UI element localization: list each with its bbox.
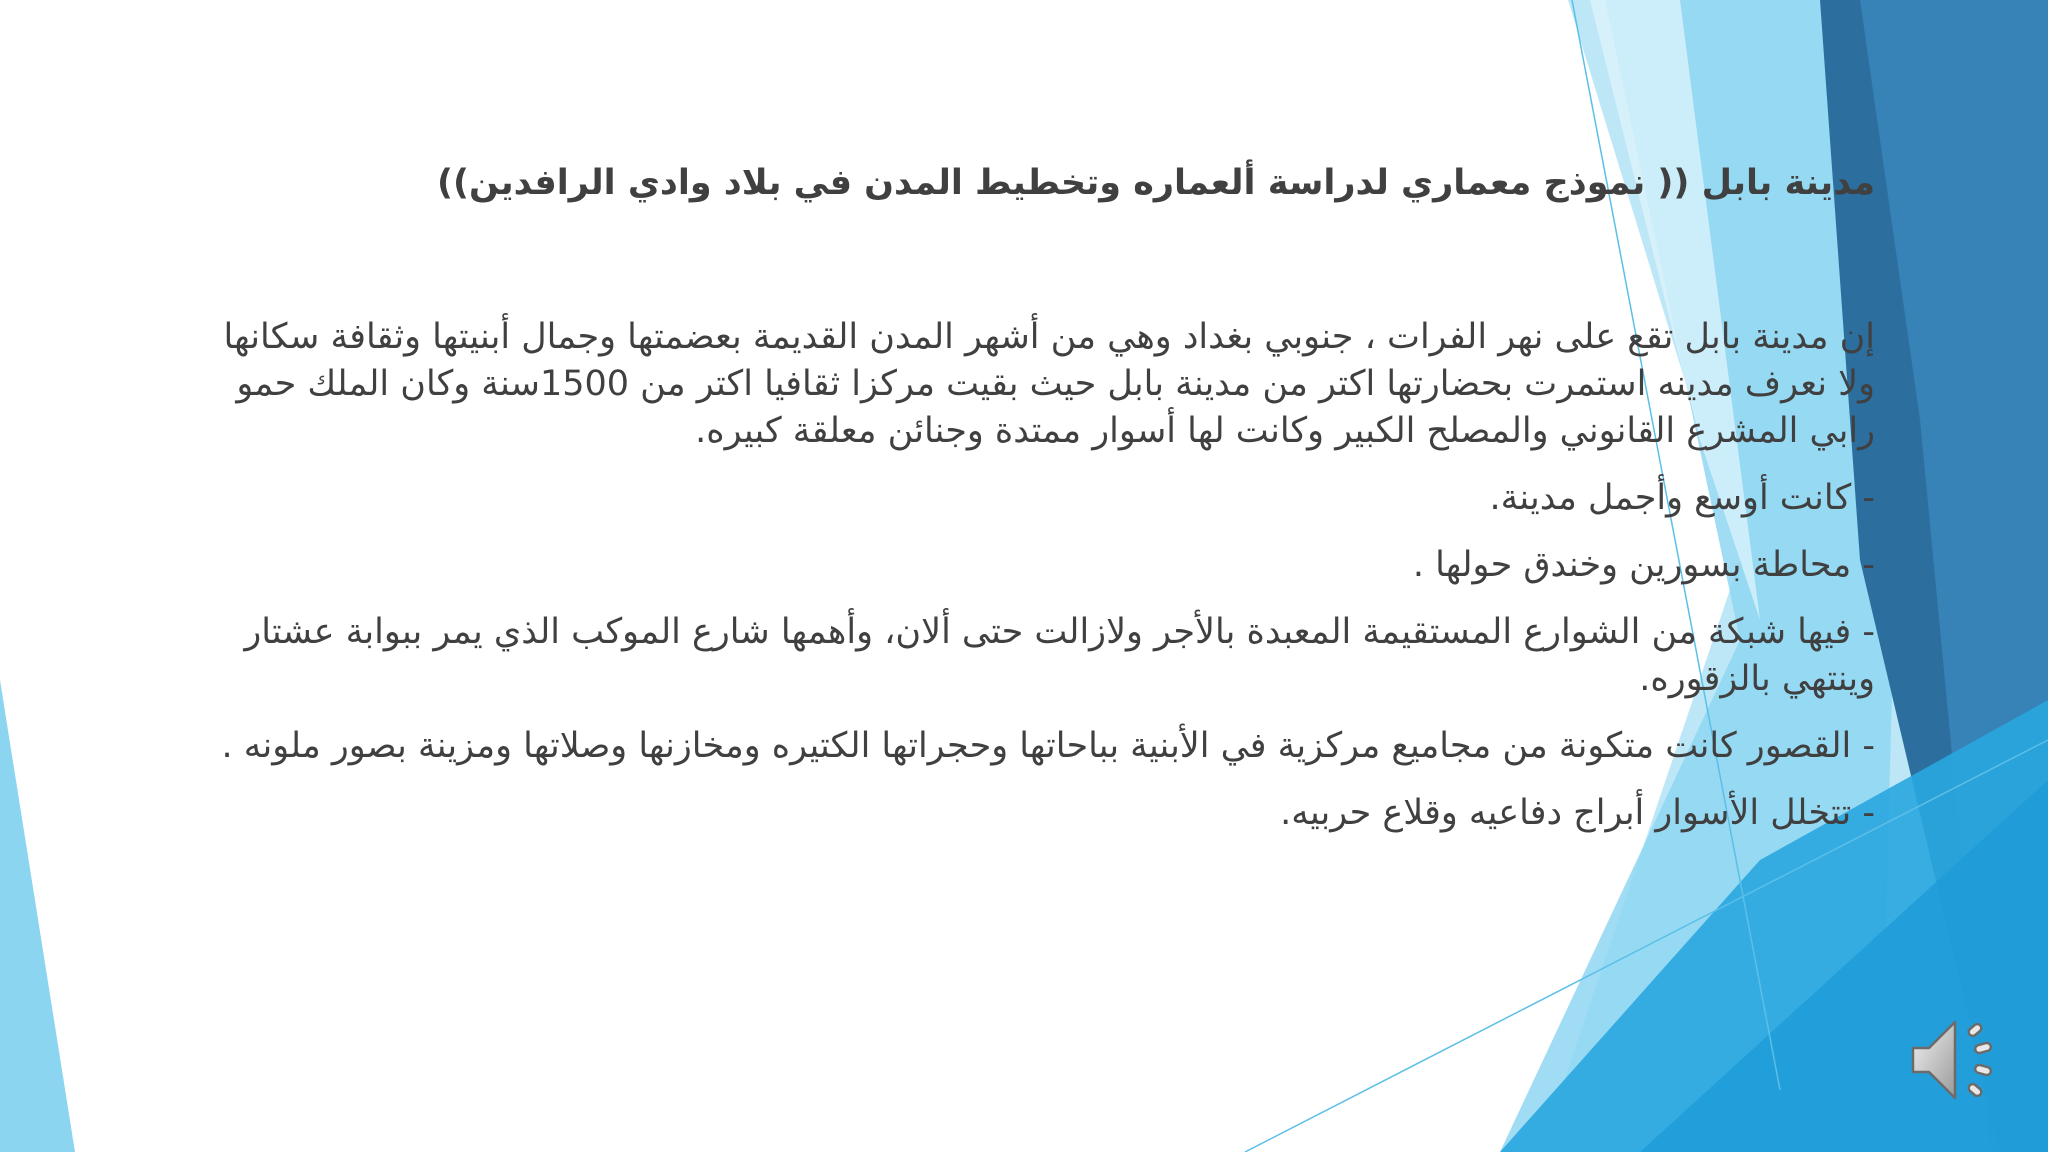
left-accent-shape (0, 680, 75, 1152)
bullet-item: - تتخلل الأسوار أبراج دفاعيه وقلاع حربيه. (1280, 793, 1875, 833)
intro-paragraph: إن مدينة بابل تقع على نهر الفرات ، جنوبي بغداد وهي من أشهر المدن القديمة بعضمتها وجمال أبنيتها وثقافة سكانها ولا نعرف مدينه استمرت بحضارتها اكتر من مدينة بابل حيث بقيت مركزا ثقافيا اكتر من 1500سنة وكان الملك حمو رابي المشرع القانوني والمصلح الكبير وكانت لها أسوار ممتدة وجنائن معلقة كبيره. (223, 317, 1875, 451)
bullet-item: - محاطة بسورين وخندق حولها . (1412, 545, 1875, 585)
slide-content (200, 150, 1875, 837)
bullet-item: - القصور كانت متكونة من مجاميع مركزية في الأبنية بباحاتها وحجراتها الكتيره ومخازنها وصلاتها ومزينة بصور ملونه . (221, 726, 1875, 766)
bullet-item: - كانت أوسع وأجمل مدينة. (1489, 478, 1875, 518)
bullet-item: - فيها شبكة من الشوارع المستقيمة المعبدة بالأجر ولازالت حتى ألان، وأهمها شارع الموكب الذي يمر ببوابة عشتار وينتهي بالزقوره. (244, 612, 1875, 699)
speaker-icon[interactable] (1905, 1010, 2015, 1110)
slide-title: مدينة بابل (( نموذج معماري لدراسة ألعماره وتخطيط المدن في بلاد وادي الرافدين)) (436, 163, 1875, 203)
